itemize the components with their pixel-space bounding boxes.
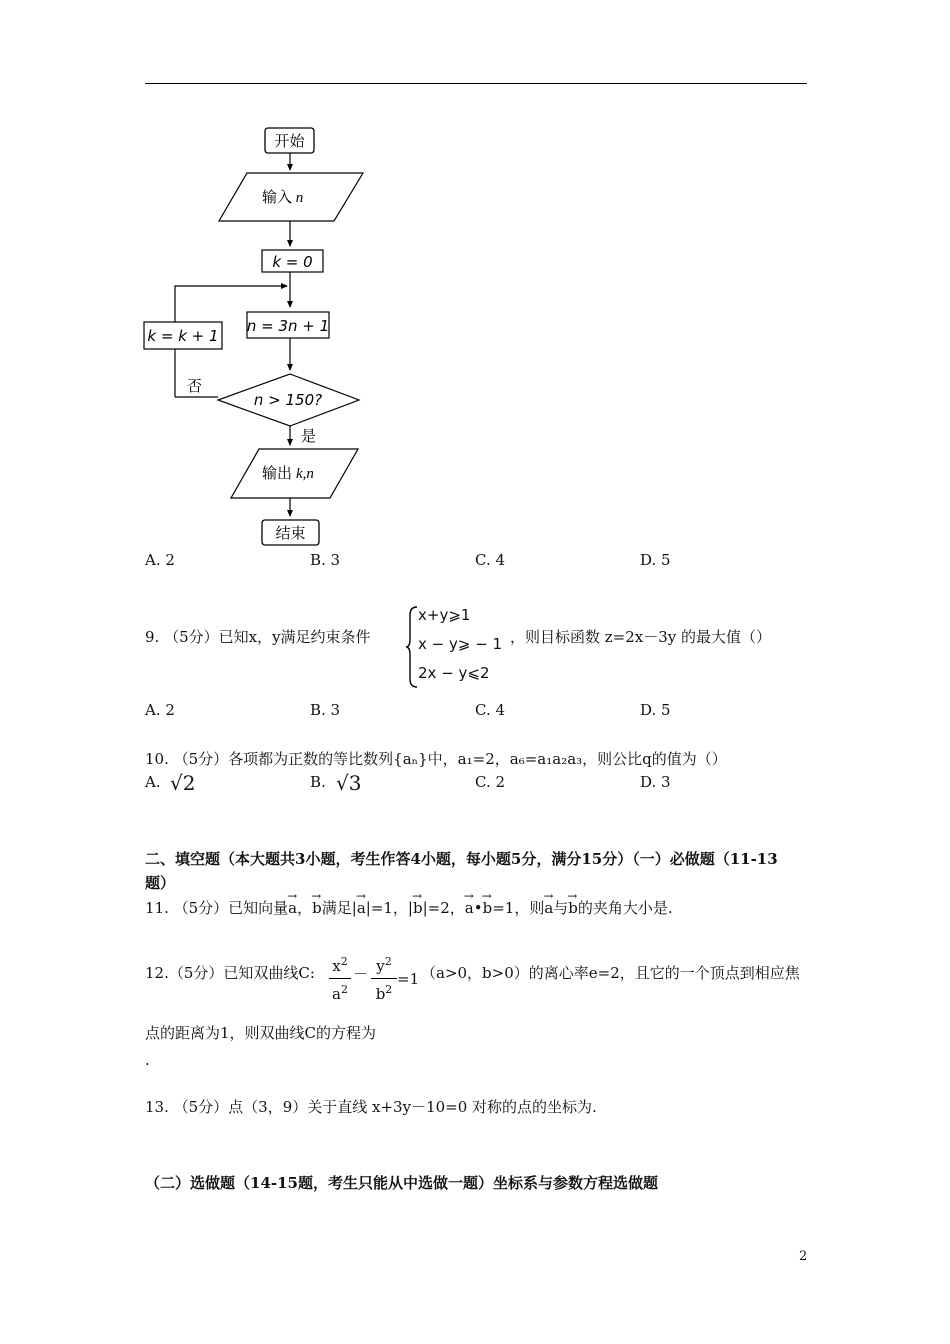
section2-heading-line2: 题） (145, 874, 176, 892)
q9-option-a: A. 2 (145, 701, 175, 719)
q11-text: 11. （5分）已知向量→ a，→ b满足|→ a|=1，|→ b|=2，→ a•→ b=1，则→ a与→ b的夹角大小是. (145, 901, 673, 916)
svg-text:输出k,n: 输出 k,n (262, 464, 314, 482)
flow-no-label: 否 (187, 377, 203, 395)
q13-text: 13. （5分）点（3，9）关于直线 x+3y－10=0 对称的点的坐标为. (145, 1098, 597, 1116)
q12-suffix: （a>0，b>0）的离心率e=2，且它的一个顶点到相应焦 (421, 964, 800, 982)
q12-frac1-bar (329, 978, 351, 979)
q12-frac2-bar (371, 978, 397, 979)
q12-eq1: =1 (397, 970, 420, 988)
section2b-heading: （二）选做题（14-15题，考生只能从中选做一题）坐标系与参数方程选做题 (145, 1174, 658, 1192)
q9-suffix: ，则目标函数 z=2x－3y 的最大值（） (510, 628, 772, 646)
q12-frac2-num: $y^2$ (376, 955, 392, 975)
q12-prefix: 12.（5分）已知双曲线C: (145, 964, 315, 982)
q10-option-a-letter: A. (145, 773, 161, 791)
q10-option-b-letter: B. (310, 773, 326, 791)
flow-condition-label: n > 150? (253, 391, 323, 409)
flow-start-label: 开始 (274, 132, 305, 150)
q10-option-a-value: √2 (170, 771, 196, 795)
q9-prefix: 9. （5分）已知x，y满足约束条件 (145, 628, 371, 646)
q9-constraint-3: 2x − y⩽2 (418, 664, 490, 682)
q12-line2: 点的距离为1，则双曲线C的方程为 (145, 1024, 377, 1042)
q9-option-d: D. 5 (640, 701, 671, 719)
q9-option-c: C. 4 (475, 701, 506, 719)
q9-option-b: B. 3 (310, 701, 341, 719)
q12-line3: . (145, 1051, 150, 1069)
svg-text:输入 n: 输入 n (262, 188, 304, 206)
flow-yes-label: 是 (301, 427, 317, 445)
q8-option-c: C. 4 (475, 551, 506, 569)
q8-option-a: A. 2 (145, 551, 175, 569)
q9-brace (405, 605, 419, 689)
flow-increment-label: k = k + 1 (147, 327, 219, 345)
q12-frac2-den: $b^2$ (375, 983, 393, 1003)
q12-frac1-num: $x^2$ (332, 955, 348, 975)
q10-text: 10. （5分）各项都为正数的等比数列{aₙ}中，a₁=2，a₆=a₁a₂a₃，则公比q的值为（） (145, 750, 727, 768)
q12-frac1-den: $a^2$ (332, 983, 348, 1003)
q8-option-d: D. 5 (640, 551, 671, 569)
q8-option-b: B. 3 (310, 551, 341, 569)
flow-init-label: k = 0 (272, 253, 313, 271)
flow-end-label: 结束 (275, 524, 306, 542)
page-number: 2 (799, 1249, 808, 1264)
q10-option-d: D. 3 (640, 773, 671, 791)
flowchart (0, 0, 950, 560)
q12-minus: － (353, 965, 369, 983)
flow-output-label: 输出 (262, 464, 293, 482)
q10-option-b-value: √3 (336, 771, 362, 795)
q10-option-c: C. 2 (475, 773, 506, 791)
q9-constraint-2: x − y⩾ − 1 (418, 635, 503, 653)
flow-input-label: 输入 (262, 188, 293, 206)
flow-output-shape (231, 449, 358, 498)
flow-update-label: n = 3n + 1 (246, 317, 330, 335)
q9-constraint-1: x+y⩾1 (418, 606, 471, 624)
section2-heading-line1: 二、填空题（本大题共3小题，考生作答4小题，每小题5分，满分15分）（一）必做题（11-13 (145, 850, 778, 868)
